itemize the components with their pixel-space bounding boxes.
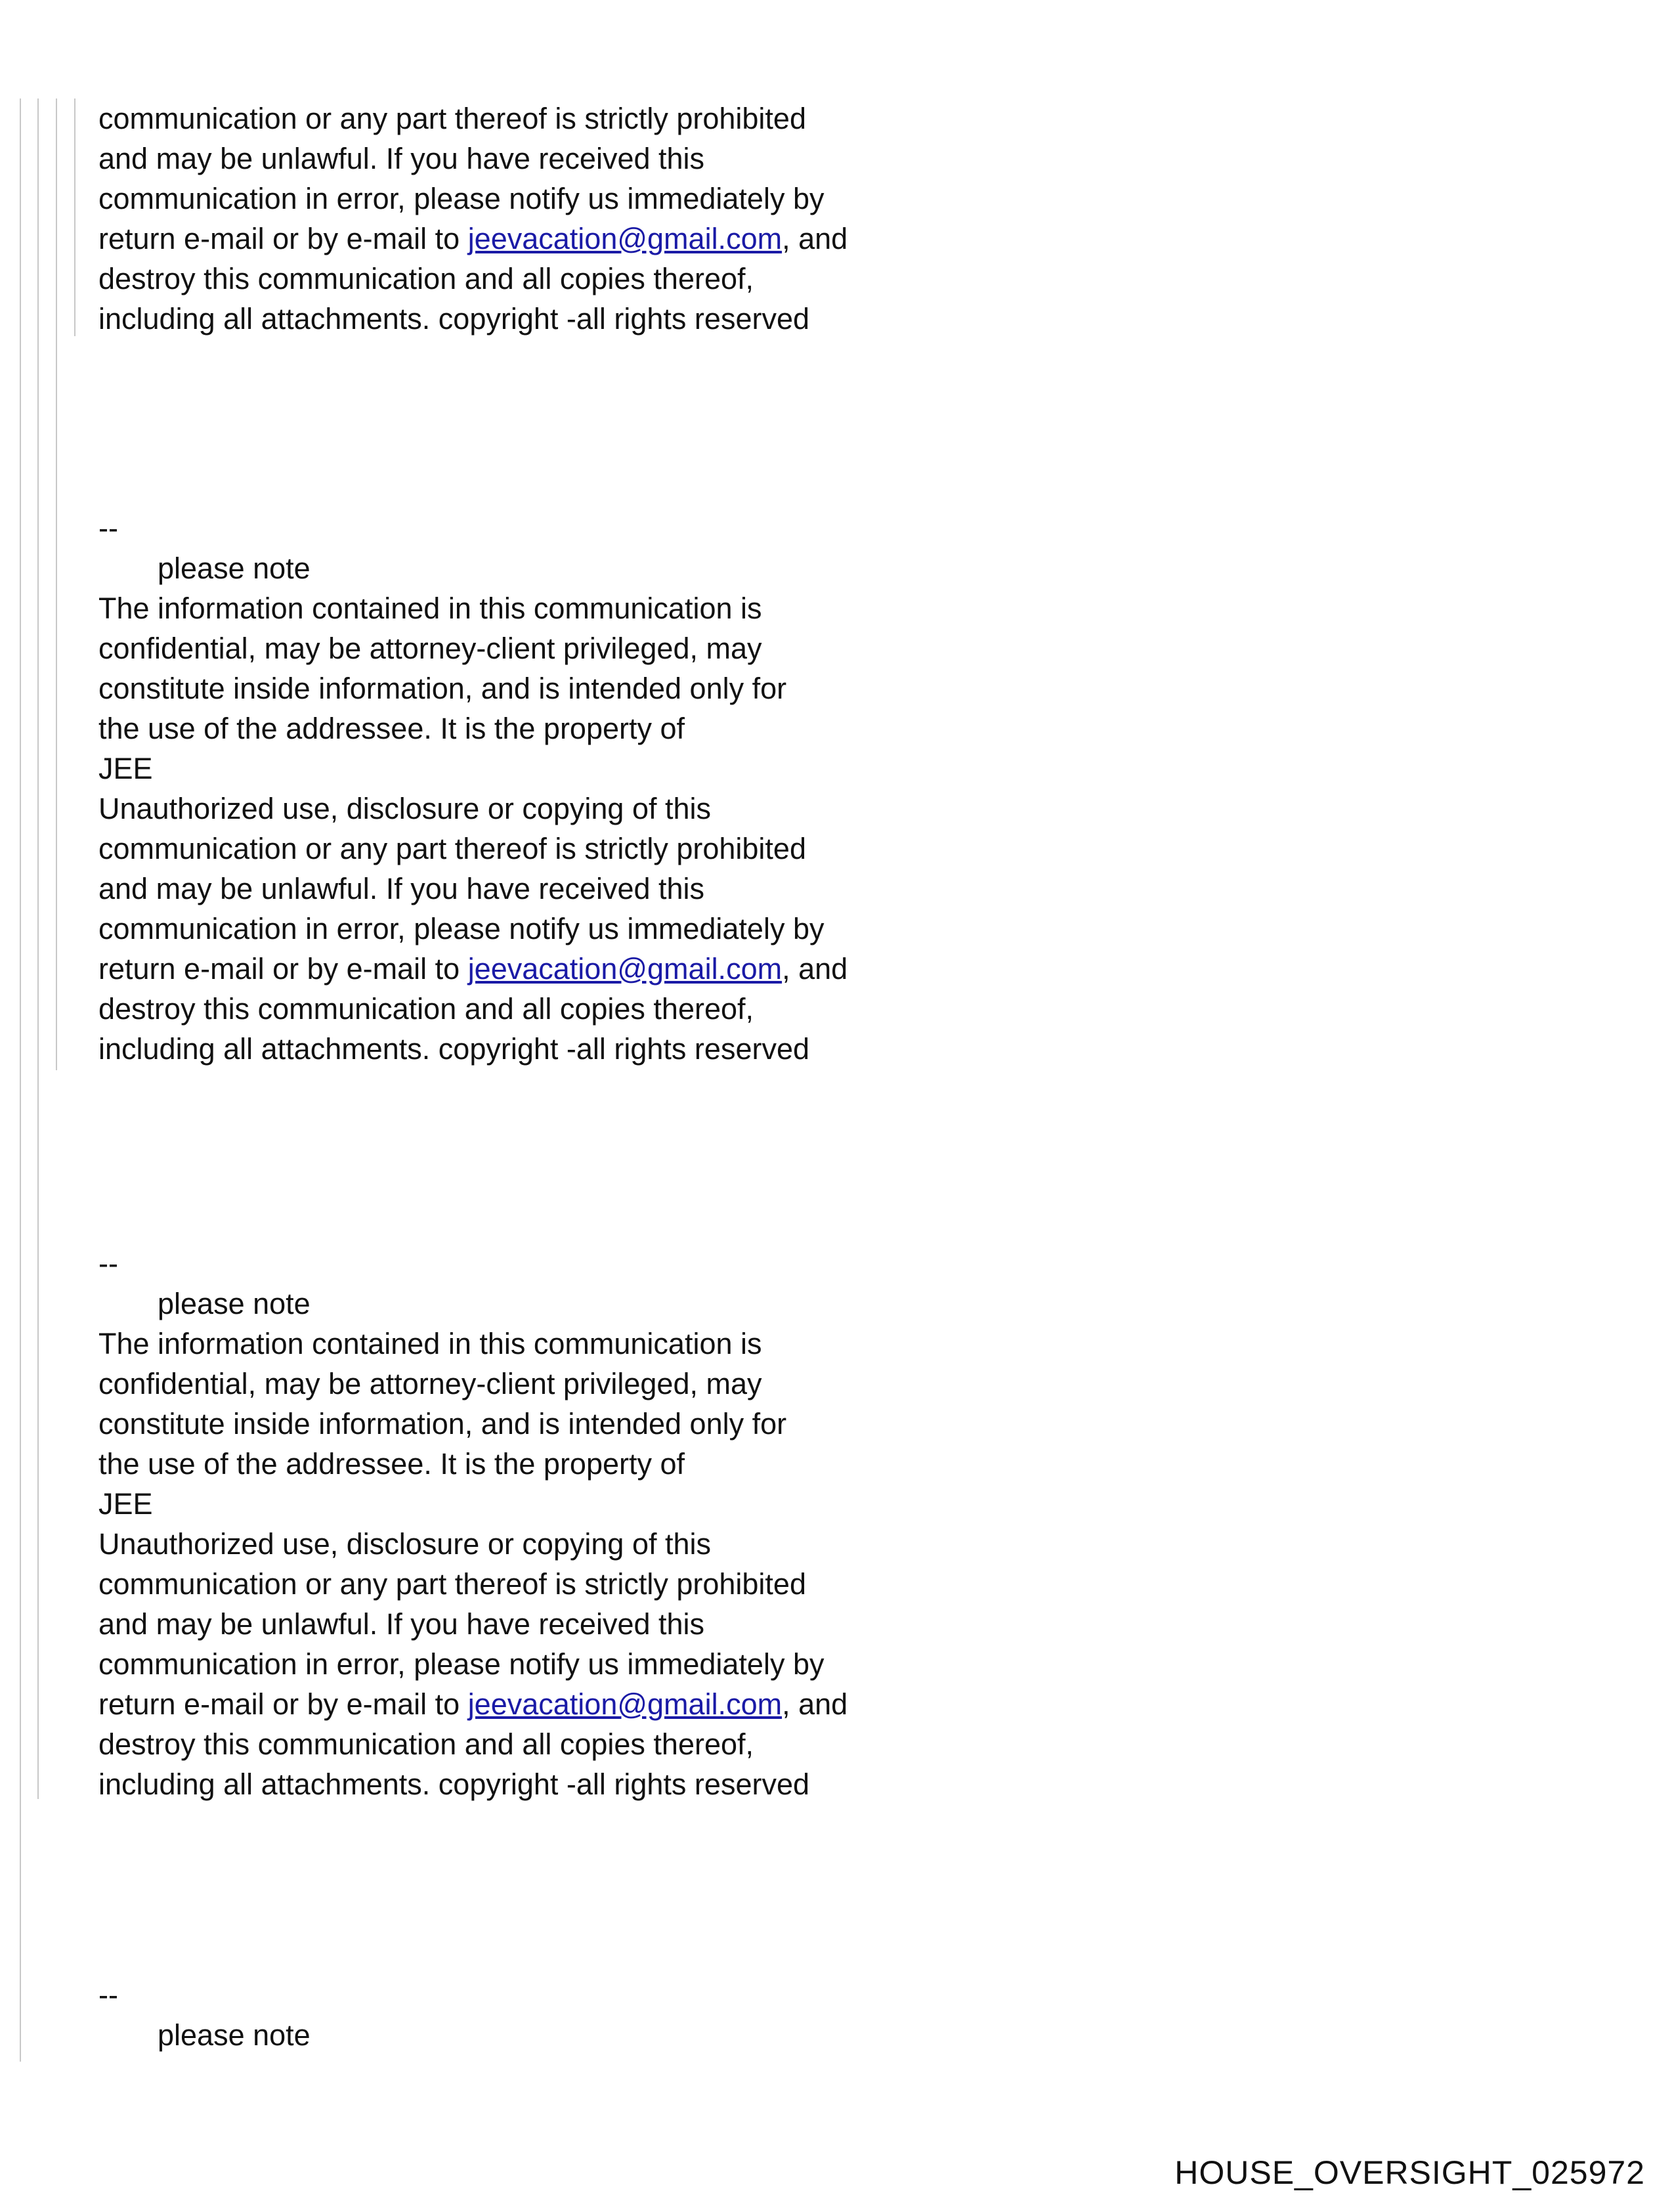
disclaimer-line: The information contained in this communication is	[98, 592, 762, 625]
email-link[interactable]: jeevacation@gmail.com	[467, 222, 783, 255]
signature-start	[98, 1975, 1083, 2055]
note-heading: please note	[158, 552, 311, 585]
disclaimer-return-line	[98, 949, 1083, 989]
disclaimer-line: communication or any part thereof is strictly prohibited	[98, 832, 806, 865]
disclaimer-line: destroy this communication and all copies thereof,	[98, 262, 754, 295]
quote-bar-outer	[20, 98, 21, 2062]
disclaimer-line: confidential, may be attorney-client privileged, may	[98, 1367, 762, 1400]
disclaimer-line: destroy this communication and all copies thereof,	[98, 992, 754, 1026]
signature-separator: --	[98, 1978, 118, 2012]
return-suffix: , and	[782, 222, 848, 255]
disclaimer-line: communication in error, please notify us immediately by	[98, 182, 825, 215]
signature-disclaimer	[98, 1244, 1083, 1804]
disclaimer-line: communication in error, please notify us immediately by	[98, 1647, 825, 1681]
disclaimer-line: communication or any part thereof is strictly prohibited	[98, 102, 806, 135]
disclaimer-line: destroy this communication and all copies thereof,	[98, 1727, 754, 1761]
disclaimer-owner: JEE	[98, 752, 153, 785]
signature-separator: --	[98, 511, 118, 545]
signature-disclaimer	[98, 508, 1083, 1069]
disclaimer-continuation	[98, 98, 1083, 339]
disclaimer-line: the use of the addressee. It is the property of	[98, 712, 685, 745]
quote-bar-inner	[74, 98, 75, 336]
disclaimer-line: The information contained in this communication is	[98, 1327, 762, 1360]
return-suffix: , and	[782, 952, 848, 986]
return-prefix: return e-mail or by e-mail to	[98, 222, 468, 255]
disclaimer-line: the use of the addressee. It is the property of	[98, 1447, 685, 1481]
bates-number: HOUSE_OVERSIGHT_025972	[1174, 2154, 1645, 2191]
disclaimer-line: and may be unlawful. If you have received this	[98, 872, 705, 905]
email-link[interactable]: jeevacation@gmail.com	[467, 1687, 783, 1721]
signature-separator: --	[98, 1247, 118, 1280]
email-link[interactable]: jeevacation@gmail.com	[467, 952, 783, 986]
disclaimer-owner: JEE	[98, 1487, 153, 1521]
disclaimer-line: including all attachments. copyright -all rights reserved	[98, 1032, 810, 1066]
disclaimer-line: Unauthorized use, disclosure or copying of this	[98, 792, 712, 825]
disclaimer-return-line	[98, 1684, 1083, 1724]
disclaimer-line: constitute inside information, and is intended only for	[98, 672, 787, 705]
disclaimer-return-line	[98, 219, 1083, 259]
quote-bar-third	[56, 98, 57, 1070]
disclaimer-line: and may be unlawful. If you have received this	[98, 1607, 705, 1641]
disclaimer-line: communication or any part thereof is strictly prohibited	[98, 1567, 806, 1601]
disclaimer-line: confidential, may be attorney-client privileged, may	[98, 632, 762, 665]
disclaimer-line: constitute inside information, and is intended only for	[98, 1407, 787, 1441]
disclaimer-line: including all attachments. copyright -all rights reserved	[98, 1767, 810, 1801]
return-prefix: return e-mail or by e-mail to	[98, 952, 468, 986]
quote-bar-second	[37, 98, 39, 1799]
disclaimer-line: including all attachments. copyright -all rights reserved	[98, 302, 810, 336]
note-heading: please note	[158, 1287, 311, 1320]
note-heading: please note	[158, 2018, 311, 2052]
disclaimer-line: Unauthorized use, disclosure or copying of this	[98, 1527, 712, 1561]
disclaimer-line: and may be unlawful. If you have received this	[98, 142, 705, 175]
disclaimer-line: communication in error, please notify us immediately by	[98, 912, 825, 945]
return-suffix: , and	[782, 1687, 848, 1721]
return-prefix: return e-mail or by e-mail to	[98, 1687, 468, 1721]
